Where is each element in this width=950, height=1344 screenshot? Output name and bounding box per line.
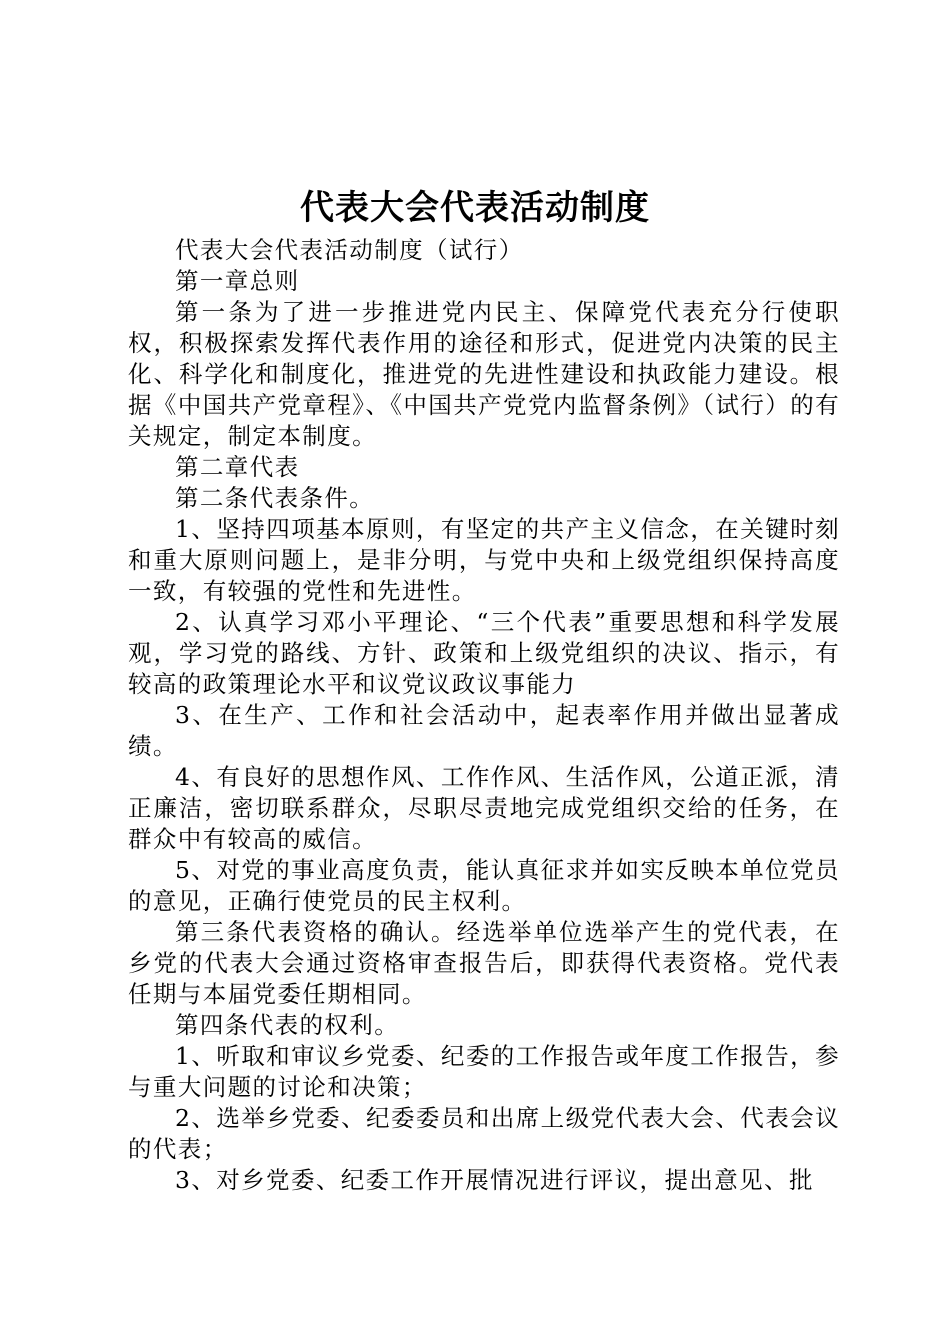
document-body	[128, 235, 840, 1196]
paragraph: 2、选举乡党委、纪委委员和出席上级党代表大会、代表会议的代表；	[128, 1104, 840, 1163]
paragraph: 3、在生产、工作和社会活动中，起表率作用并做出显著成绩。	[128, 701, 840, 760]
paragraph: 第一条为了进一步推进党内民主、保障党代表充分行使职权，积极探索发挥代表作用的途径和形式，促进党内决策的民主化、科学化和制度化，推进党的先进性建设和执政能力建设。根据《中国共产党章程》、《中国共产党党内监督条例》（试行）的有关规定，制定本制度。	[128, 298, 840, 450]
paragraph: 1、听取和审议乡党委、纪委的工作报告或年度工作报告，参与重大问题的讨论和决策；	[128, 1042, 840, 1101]
paragraph: 第三条代表资格的确认。经选举单位选举产生的党代表，在乡党的代表大会通过资格审查报告后，即获得代表资格。党代表任期与本届党委任期相同。	[128, 918, 840, 1008]
paragraph: 4、有良好的思想作风、工作作风、生活作风，公道正派，清正廉洁，密切联系群众，尽职尽责地完成党组织交给的任务，在群众中有较高的威信。	[128, 763, 840, 853]
paragraph: 1、坚持四项基本原则，有坚定的共产主义信念，在关键时刻和重大原则问题上，是非分明，与党中央和上级党组织保持高度一致，有较强的党性和先进性。	[128, 515, 840, 605]
paragraph: 第二章代表	[175, 453, 300, 481]
paragraph: 第一章总则	[175, 267, 300, 295]
document-title: 代表大会代表活动制度	[300, 188, 650, 228]
paragraph: 5、对党的事业高度负责，能认真征求并如实反映本单位党员的意见，正确行使党员的民主权利。	[128, 856, 840, 915]
paragraph: 代表大会代表活动制度（试行）	[175, 236, 524, 264]
paragraph: 3、对乡党委、纪委工作开展情况进行评议，提出意见、批	[175, 1166, 814, 1194]
paragraph: 第四条代表的权利。	[175, 1011, 400, 1039]
paragraph: 第二条代表条件。	[175, 484, 375, 512]
paragraph: 2、认真学习邓小平理论、“三个代表”重要思想和科学发展观，学习党的路线、方针、政策和上级党组织的决议、指示，有较高的政策理论水平和议党议政议事能力	[128, 608, 840, 698]
